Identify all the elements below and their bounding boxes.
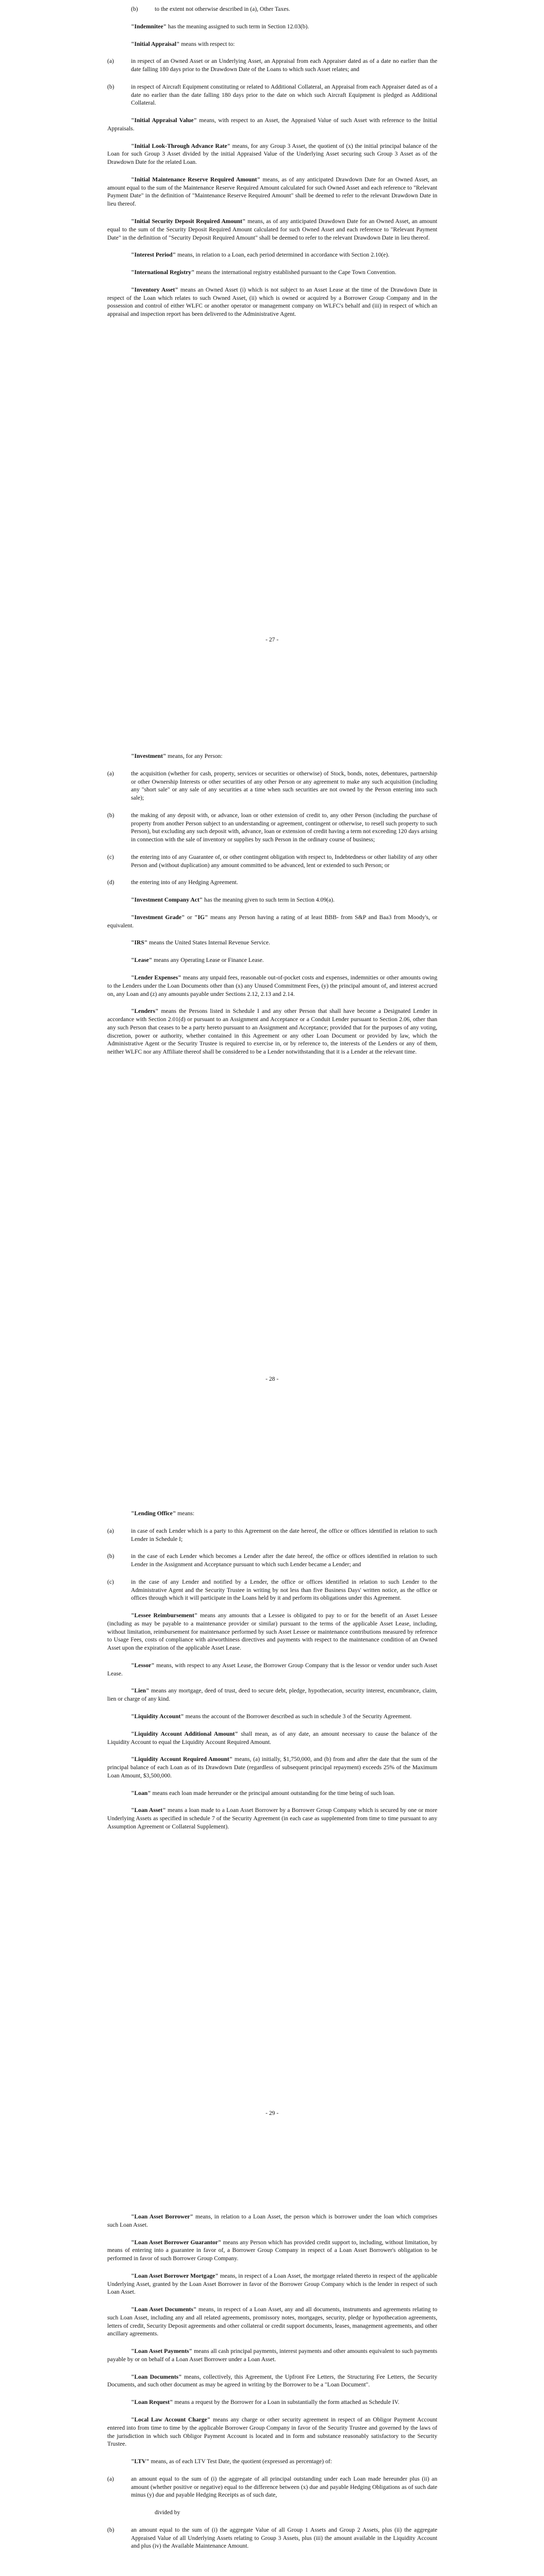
definition-lessor: "Lessor" means, with respect to any Asset Lease, the Borrower Group Company that is the lessor or vendor under such Asset Lease. [107,1662,437,1677]
definition-liquidity-account: "Liquidity Account" means the account of the Borrower described as such in schedule 3 of the Security Agreement. [131,1713,412,1720]
definition-initial-look-through: "Initial Look-Through Advance Rate" means, for any Group 3 Asset, the quotient of (x) the initial principal balance of the Loan for such Group 3 Asset divided by the initial Appraised Value of the Underlying Asset securing such Group 3 Asset as of the Drawdown Date for the related Loan. [107,142,437,166]
definition-loan-documents: "Loan Documents" means, collectively, this Agreement, the Upfront Fee Letters, the Structuring Fee Letters, the Security Documents, and such other document as may be agreed in writing by the Borrower to be a "Loan Document". [107,2373,437,2388]
definition-loan-asset-guarantor: "Loan Asset Borrower Guarantor" means any Person which has provided credit support to, including, without limitation, by means of entering into a guarantee in favor of, a Borrower Group Company in respect of a Loan Asset Borrower's obligation to be performed in favor of such Borrower Group Company. [107,2239,437,2262]
definition-loan-asset-mortgage: "Loan Asset Borrower Mortgage" means, in respect of a Loan Asset, the mortgage related thereto in respect of the applicable Underlying Asset, granted by the Loan Asset Borrower in favor of the Borrower Group Company which is the lender in respect of such Loan Asset. [107,2272,437,2296]
definition-investment-grade: "Investment Grade" or "IG" means any Person having a rating of at least BBB- from S&P and Baa3 from Moody's, or equivalent. [107,913,437,929]
definition-inventory-asset: "Inventory Asset" means an Owned Asset (i) which is not subject to an Asset Lease at the time of the Drawdown Date in respect of the Loan which relates to such Owned Asset, (ii) which is owned or acquired by a Borrower Group Company and in the possession and control of either WLFC or another operator or management company on WLFC's behalf and (iii) in respect of which an appraisal and inspection report has been delivered to the Administrative Agent. [107,286,437,318]
definition-loan-asset: "Loan Asset" means a loan made to a Loan Asset Borrower by a Borrower Group Company which is secured by one or more Underlying Assets as specified in schedule 7 of the Security Agreement (in each case as supplemented from time to time pursuant to any Assumption Agreement or Collateral Supplement). [107,1807,437,1830]
document-page-29 [0,1479,544,2143]
definition-liquidity-additional: "Liquidity Account Additional Amount" shall mean, as of any date, an amount necessary to cause the balance of the Liquidity Account to equal the Liquidity Account Required Amount. [107,1730,437,1745]
definition-investment: "Investment" means, for any Person: [131,753,223,759]
page-body [107,752,437,1065]
definition-indemnitee: "Indemnitee" has the meaning assigned to such term in Section 12.03(b). [131,23,309,30]
definition-interest-period: "Interest Period" means, in relation to a Loan, each period determined in accordance with Section 2.10(e). [131,251,390,259]
definition-lease: "Lease" means any Operating Lease or Finance Lease. [131,957,264,964]
definition-loan: "Loan" means each loan made hereunder or the principal amount outstanding for the time being of such loan. [131,1789,395,1797]
definition-lending-office: "Lending Office" means: [131,1510,195,1517]
definition-lender-expenses: "Lender Expenses" means any unpaid fees, reasonable out-of-pocket costs and expenses, indemnities or other amounts owing to the Lenders under the Loan Documents other than (x) any Unused Commitment Fees, (y) the principal amount of, and interest accrued on, any Loan and (z) any amounts payable under Sections 2.12, 2.13 and 2.14. [107,974,438,997]
page-number: - 29 - [265,2110,279,2116]
page-body [107,1510,437,1840]
list-item: (b) an amount equal to the sum of (i) the aggregate Value of all Group 1 Assets and Group 2 Assets, plus (ii) the aggregate Appraised Value of all Underlying Assets relating to Group 3 Assets, plus (iii) the amount available in the Liquidity Account and plus (iv) the Available Maintenance Amount. [107,2526,437,2550]
document-page-30 [0,2190,544,2576]
definition-initial-security-deposit: "Initial Security Deposit Required Amount" means, as of any anticipated Drawdown Date for an Owned Asset, an amount equal to the sum of the Security Deposit Required Amount calculated for such Owned Asset and each reference to "Relevant Payment Date" in the definition of "Security Deposit Required Amount" shall be deemed to refer to the relevant Drawdown Date in lieu thereof. [107,218,437,241]
document-page-27 [0,0,544,665]
list-item: (a) the acquisition (whether for cash, property, services or securities or otherwise) of Stock, bonds, notes, debentures, partnership or other Ownership Interests or other securities of any other Person or any agreement to make any such acquisition (including any "short sale" or any sale of any securities at a time when such securities are not owned by the Person entering into such sale); [107,770,437,802]
list-item [131,5,437,13]
list-item: (b) the making of any deposit with, or advance, loan or other extension of credit to, any other Person (including the purchase of property from another Person subject to an understanding or agreement, contingent or otherwise, to resell such property to such Person), but excluding any such deposit with, advance, loan or extension of credit having a term not exceeding 120 days arising in connection with the sale of inventory or supplies by such Person in the ordinary course of business; [107,811,437,843]
page-body [107,5,437,328]
definition-international-registry: "International Registry" means the international registry established pursuant to the Cape Town Convention. [131,269,397,276]
list-item: (c) in the case of any Lender and notified by a Lender, the office or offices identified in relation to such Lender to the Administrative Agent and the Security Trustee in writing by not less than five Business Days' written notice, as the office or offices through which it will participate in the Loans held by it and perform its obligations under this Agreement. [107,1578,437,1602]
document-page-28 [0,721,544,1406]
item-text: to the extent not otherwise described in (a), Other Taxes. [155,6,290,12]
list-item: (a) in respect of an Owned Asset or an Underlying Asset, an Appraisal from each Appraiser dated as of a date no earlier than the date falling 180 days prior to the Drawdown Date of the Loans to which such Asset relates; and [107,58,437,73]
definition-lien: "Lien" means any mortgage, deed of trust, deed to secure debt, pledge, hypothecation, security interest, encumbrance, claim, lien or charge of any kind. [107,1687,437,1703]
item-label: (b) [131,6,138,12]
definition-loan-asset-borrower: "Loan Asset Borrower" means, in relation to a Loan Asset, the person which is borrower under the loan which comprises such Loan Asset. [107,2213,437,2228]
definition-local-law-account-charge: "Local Law Account Charge" means any charge or other security agreement in respect of an Obligor Payment Account entered into from time to time by the applicable Borrower Group Company in favor of the Security Trustee and governed by the laws of the jurisdiction in which such Obligor Payment Account is located and in form and substance reasonably satisfactory to the Security Trustee. [107,2416,438,2448]
definition-irs: "IRS" means the United States Internal Revenue Service. [131,939,270,946]
definition-liquidity-required: "Liquidity Account Required Amount" means, (a) initially, $1,750,000, and (b) from and after the date that the sum of the principal balance of each Loan as of its Drawdown Date (regardless of subsequent principal repayment) exceeds 25% of the Maximum Loan Amount, $3,500,000. [107,1756,438,1779]
page-body [107,2213,437,2560]
divided-by-text: divided by [155,2509,180,2516]
list-item: (d) the entering into of any Hedging Agreement. [107,879,238,886]
definition-initial-appraisal-value: "Initial Appraisal Value" means, with respect to an Asset, the Appraised Value of such Asset with reference to the Initial Appraisals. [107,117,438,132]
list-item: (a) an amount equal to the sum of (i) the aggregate of all principal outstanding under each Loan made hereunder plus (ii) an amount (whether positive or negative) equal to the difference between (x) due and payable Hedging Obligations as of such date minus (y) due and payable Hedging Receipts as of such date, [107,2475,437,2499]
definition-ltv: "LTV" means, as of each LTV Test Date, the quotient (expressed as percentage) of: [131,2458,332,2465]
list-item: (a) in case of each Lender which is a party to this Agreement on the date hereof, the office or offices identified in relation to such Lender in Schedule I; [107,1527,437,1543]
definition-loan-asset-documents: "Loan Asset Documents" means, in respect of a Loan Asset, any and all documents, instruments and agreements relating to such Loan Asset, including any and all related agreements, promissory notes, mortgages, security, pledge or hypothecation agreements, letters of credit, Security Deposit agreements and other collateral or credit support documents, leases, management agreements, and other ancillary agreements. [107,2306,437,2337]
list-item: (b) in respect of Aircraft Equipment constituting or related to Additional Collateral, an Appraisal from each Appraiser dated as of a date no earlier than the date falling 180 days prior to the date on which such Aircraft Equipment is pledged as Additional Collateral. [107,83,437,107]
definition-investment-company-act: "Investment Company Act" has the meaning given to such term in Section 4.09(a). [131,896,335,904]
page-number: - 27 - [265,636,279,643]
definition-initial-maintenance: "Initial Maintenance Reserve Required Amount" means, as of any anticipated Drawdown Date for an Owned Asset, an amount equal to the sum of the Maintenance Reserve Required Amount calculated for such Owned Asset and each reference to "Relevant Payment Date" in the definition of "Maintenance Reserve Required Amount" shall be deemed to refer to the relevant Drawdown Date in lieu thereof. [107,176,437,208]
definition-loan-asset-payments: "Loan Asset Payments" means all cash principal payments, interest payments and other amounts equivalent to such payments payable by or on behalf of a Loan Asset Borrower under a Loan Asset. [107,2348,437,2363]
list-item: (c) the entering into of any Guarantee of, or other contingent obligation with respect to, Indebtedness or other liability of any other Person and (without duplication) any amount committed to be advanced, lent or extended to such Person; or [107,853,437,869]
page-number: - 28 - [265,1376,279,1382]
list-item: (b) in the case of each Lender which becomes a Lender after the date hereof, the office or offices identified in relation to such Lender in the Assignment and Acceptance pursuant to which such Lender became a Lender; and [107,1553,437,1568]
definition-loan-request: "Loan Request" means a request by the Borrower for a Loan in substantially the form attached as Schedule IV. [131,2399,400,2406]
definition-lessee-reimbursement: "Lessee Reimbursement" means any amounts that a Lessee is obligated to pay to or for the benefit of an Asset Lessee (including as may be payable to a maintenance provider or similar) pursuant to the terms of the applicable Asset Lease, including, without limitation, reimbursement for maintenance performed by such Asset Lessee or maintenance contributions measured by reference to Usage Fees, costs of compliance with airworthiness directives and payments with respect to the maintenance condition of an Owned Asset upon the expiration of the applicable Asset Lease. [107,1612,437,1652]
definition-lenders: "Lenders" means the Persons listed in Schedule I and any other Person that shall have become a Designated Lender in accordance with Section 2.01(d) or pursuant to an Assignment and Acceptance or a Conduit Lender pursuant to Section 2.06, other than any such Person that ceases to be a party hereto pursuant to an Assignment and Acceptance; provided that for the purposes of any voting, discretion, power or authority, whether contained in this Agreement or any other Loan Document or provided by law, which the Administrative Agent or the Security Trustee is required to exercise in, or by reference to, the interests of the Lenders or any of them, neither WLFC nor any Affiliate thereof shall be considered to be a Lender notwithstanding that it is a Lender at the relevant time. [107,1008,437,1056]
definition-initial-appraisal: "Initial Appraisal" means with respect to: [131,40,235,47]
